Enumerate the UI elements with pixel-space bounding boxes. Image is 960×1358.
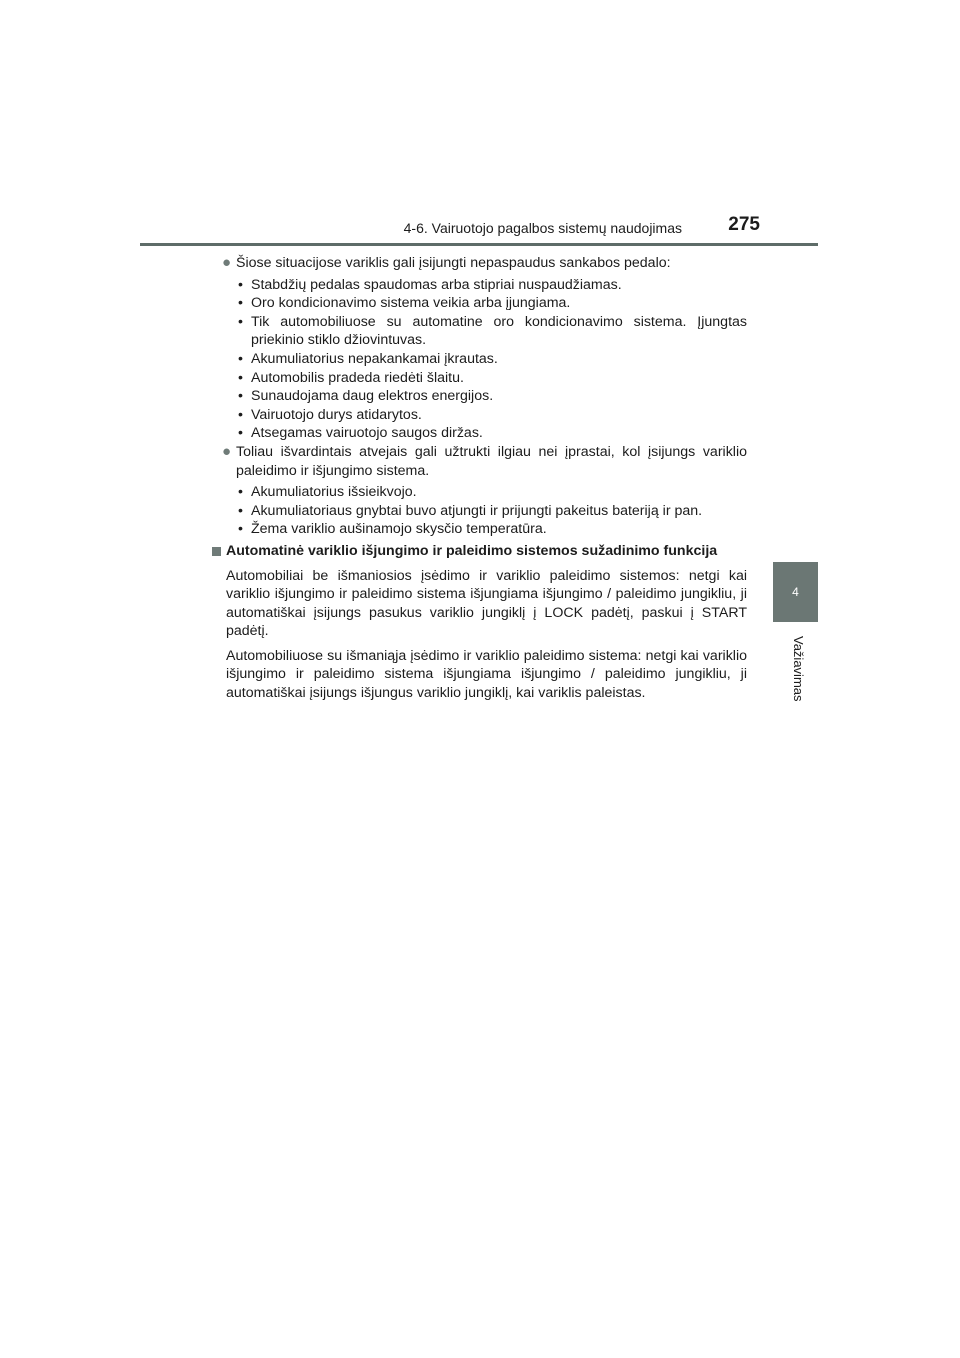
list-item: • Akumuliatoriaus gnybtai buvo atjungti ir prijungti pakeitus bateriją ir pan. [238, 502, 747, 521]
bullet-circle-icon: ● [222, 254, 232, 271]
section-heading [212, 542, 747, 561]
page-number: 275 [728, 214, 760, 235]
list-item: • Atsegamas vairuotojo saugos diržas. [238, 424, 747, 443]
bullet-circle-icon: ● [222, 442, 232, 460]
list-item: • Automobilis pradeda riedėti šlaitu. [238, 369, 747, 388]
list-item: • Žema variklio aušinamojo skysčio temperatūra. [238, 520, 747, 539]
condition-list-1 [212, 276, 747, 443]
chapter-label: Važiavimas [791, 636, 806, 702]
list-item: • Akumuliatorius nepakankamai įkrautas. [238, 350, 747, 369]
list-item: • Vairuotojo durys atidarytos. [238, 406, 747, 425]
page-content [212, 254, 747, 703]
section-heading-text: Automatinė variklio išjungimo ir paleidimo sistemos sužadinimo funkcija [226, 542, 718, 559]
page-header [140, 214, 818, 248]
list-item: • Akumuliatorius išsieikvojo. [238, 483, 747, 502]
condition-list-2 [212, 483, 747, 539]
section-title: 4-6. Vairuotojo pagalbos sistemų naudojimas [403, 220, 682, 236]
list-item: • Tik automobiliuose su automatine oro kondicionavimo sistema. Įjungtas priekinio stiklo džiovintuvas. [238, 313, 747, 350]
list-item: • Sunaudojama daug elektros energijos. [238, 387, 747, 406]
section-paragraph: Automobiliuose su išmaniąja įsėdimo ir variklio paleidimo sistema: netgi kai variklio išjungimo ir paleidimo sistema išjungiama išjungimo / paleidimo jungikliu, ji automatiškai įsijungs išjungus variklio jungiklį, kai variklis paleistas. [226, 647, 747, 702]
list-item: • Oro kondicionavimo sistema veikia arba įjungiama. [238, 294, 747, 313]
note-block-1 [212, 254, 747, 273]
list-item: • Stabdžių pedalas spaudomas arba stipriai nuspaudžiamas. [238, 276, 747, 295]
note-block-2 [212, 443, 747, 480]
note-lead: Toliau išvardintais atvejais gali užtrukti ilgiau nei įprastai, kol įsijungs variklio paleidimo ir išjungimo sistema. [236, 443, 747, 479]
section-paragraph: Automobiliai be išmaniosios įsėdimo ir variklio paleidimo sistemos: netgi kai variklio išjungimo ir paleidimo sistema išjungiama išjungimo / paleidimo jungikliu, ji automatiškai įsijungs pasukus variklio jungiklį į LOCK padėtį, paskui į START padėtį. [226, 567, 747, 640]
header-rule [140, 243, 818, 246]
square-bullet-icon [212, 547, 221, 556]
note-lead: Šiose situacijose variklis gali įsijungti nepaspaudus sankabos pedalo: [236, 255, 671, 271]
chapter-tab: 4 [773, 562, 818, 622]
